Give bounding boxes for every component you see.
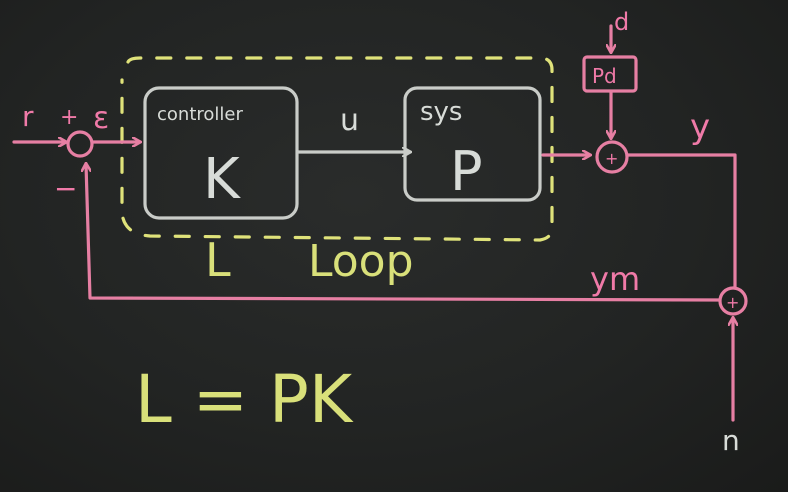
controller-label: controller bbox=[157, 104, 243, 125]
reference-label: r bbox=[22, 100, 34, 133]
disturbance-label: d bbox=[614, 8, 630, 36]
noise-sum-plus: + bbox=[726, 293, 740, 312]
feedback-minus: − bbox=[54, 172, 78, 205]
loop-region-label: L bbox=[205, 233, 231, 287]
sum-plus-left: + bbox=[60, 105, 79, 130]
output-sum-plus: + bbox=[605, 149, 619, 168]
system-label: sys bbox=[420, 97, 463, 127]
control-signal-label: u bbox=[340, 103, 360, 138]
measured-output-label: ym bbox=[590, 260, 641, 298]
error-label: ε bbox=[93, 101, 110, 136]
equation: L = PK bbox=[135, 361, 353, 438]
system-symbol: P bbox=[450, 140, 483, 203]
input-sum-junction bbox=[68, 132, 92, 156]
loop-boundary bbox=[122, 58, 552, 240]
noise-label: n bbox=[722, 424, 740, 457]
loop-word: Loop bbox=[308, 236, 414, 287]
output-label: y bbox=[690, 107, 711, 147]
controller-symbol: K bbox=[203, 147, 240, 212]
disturbance-block-label: Pd bbox=[592, 64, 617, 88]
output-line bbox=[627, 155, 735, 288]
